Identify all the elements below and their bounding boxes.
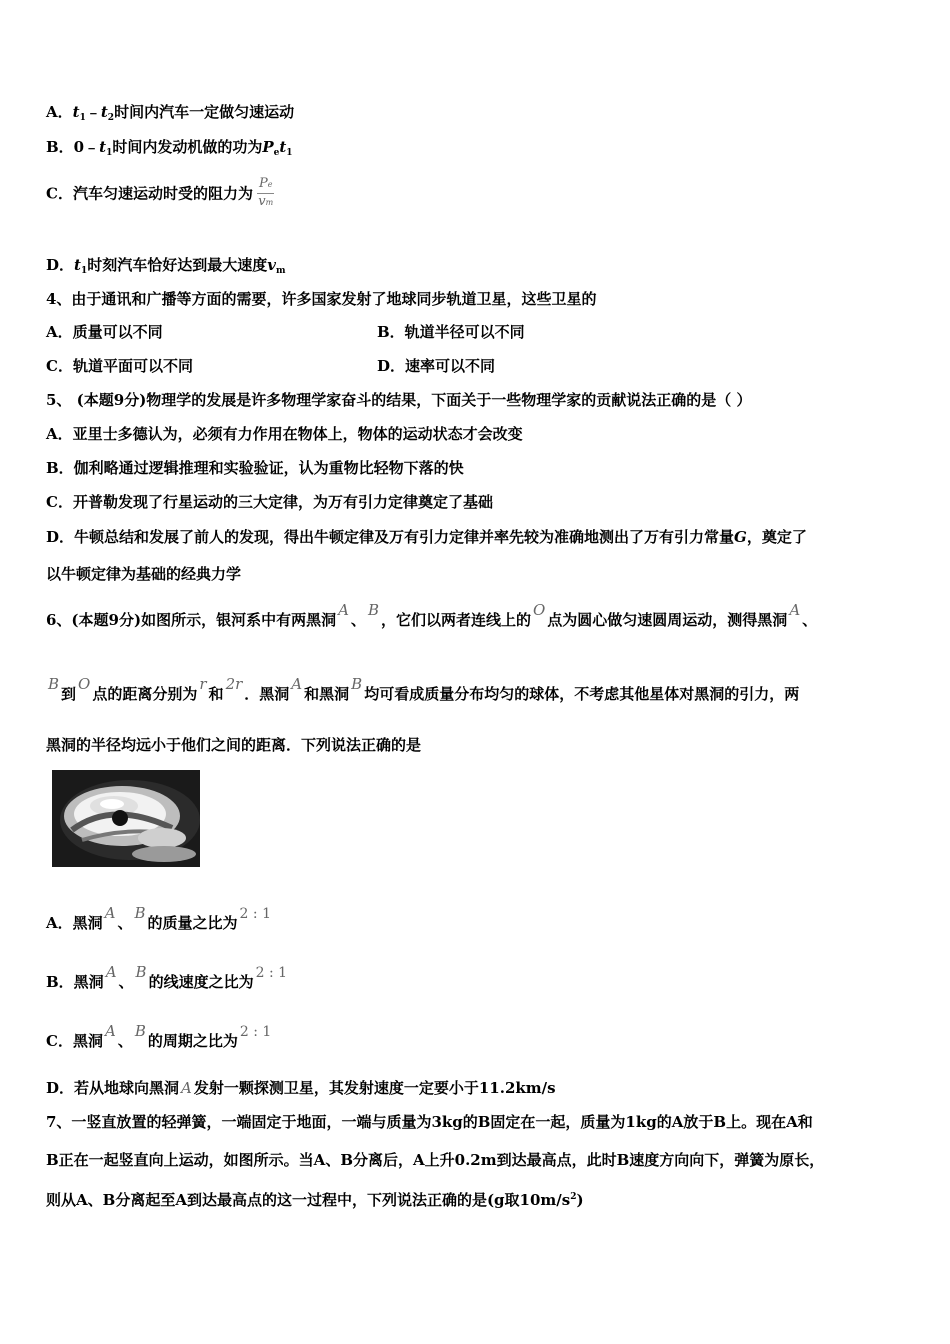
q5-option-b: B．伽利略通过逻辑推理和实验验证，认为重物比轻物下落的快: [46, 459, 464, 477]
q5-option-d: D．牛顿总结和发展了前人的发现，得出牛顿定律及万有引力定律并率先较为准确地测出了万有引力常量G，奠定了: [46, 528, 807, 546]
q5-option-c: C．开普勒发现了行星运动的三大定律，为万有引力定律奠定了基础: [46, 493, 493, 511]
black-hole-figure: [52, 770, 200, 867]
q4-stem: 4、由于通讯和广播等方面的需要，许多国家发射了地球同步轨道卫星，这些卫星的: [46, 290, 597, 308]
q4-option-b: B．轨道半径可以不同: [377, 323, 525, 341]
q4-option-d: D．速率可以不同: [377, 357, 496, 375]
q5-option-a: A．亚里士多德认为，必须有力作用在物体上，物体的运动状态才会改变: [46, 425, 523, 443]
q3-option-d: D．$t_1$时刻汽车恰好达到最大速度$v_m$: [46, 256, 286, 276]
q3-option-b: B．$0﹣t_1$时间内发动机做的功为$P_et_1$: [46, 138, 293, 158]
q5-option-d-cont: 以牛顿定律为基础的经典力学: [46, 565, 242, 583]
resistance-fraction: $\frac{Pe}{vm}$: [258, 176, 274, 209]
q7-stem-line3: 则从A、B分离起至A到达最高点的这一过程中，下列说法正确的是(g取$10m/s^2$): [46, 1191, 584, 1209]
q7-stem-line1: 7、一竖直放置的轻弹簧，一端固定于地面，一端与质量为3kg的B固定在一起，质量为1kg的A放于B上。现在A和: [46, 1113, 813, 1131]
q6-option-b: B．黑洞A、B的线速度之比为 2 : 1: [46, 963, 288, 991]
q6-option-c: C．黑洞A、B的周期之比为 2 : 1: [46, 1022, 272, 1050]
q6-stem-line1: 6、(本题9分)如图所示，银河系中有两黑洞A、B，它们以两者连线上的O点为圆心做匀速圆周运动，测得黑洞A、: [46, 601, 818, 629]
q6-stem-line3: 黑洞的半径均远小于他们之间的距离．下列说法正确的是: [46, 736, 422, 754]
q3-option-c: C．汽车匀速运动时受的阻力为 $\frac{Pe}{vm}$: [46, 176, 274, 209]
q4-option-a: A．质量可以不同: [46, 323, 163, 341]
q6-stem-line2: B到O点的距离分别为r和2r．黑洞A和黑洞B均可看成质量分布均匀的球体，不考虑其他星体对黑洞的引力，两: [48, 675, 800, 703]
black-hole-image: [52, 770, 200, 867]
q3-option-a: A．$t_1﹣t_2$时间内汽车一定做匀速运动: [46, 103, 295, 123]
q6-option-a: A．黑洞A、B的质量之比为 2 : 1: [46, 904, 271, 932]
q6-option-d: D．若从地球向黑洞 A 发射一颗探测卫星，其发射速度一定要小于11.2km/s: [46, 1079, 556, 1097]
q4-option-c: C．轨道平面可以不同: [46, 357, 193, 375]
q5-stem: 5、 (本题9分)物理学的发展是许多物理学家奋斗的结果，下面关于一些物理学家的贡献说法正确的是（ ）: [46, 391, 752, 409]
q7-stem-line2: B正在一起竖直向上运动，如图所示。当A、B分离后，A上升0.2m到达最高点，此时B速度方向向下，弹簧为原长，: [46, 1151, 825, 1169]
